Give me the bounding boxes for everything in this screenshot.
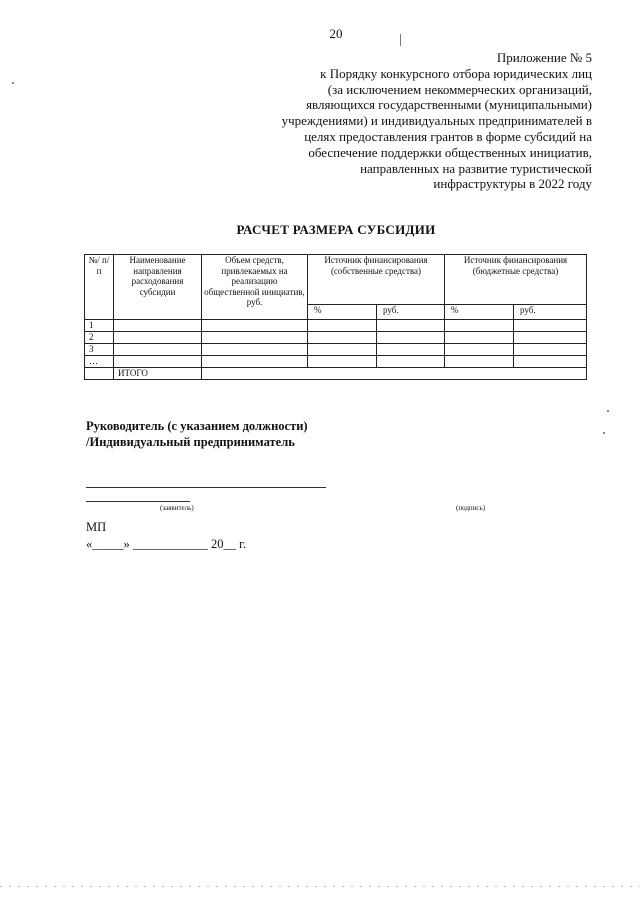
cell-volume [202, 320, 308, 332]
cell-budget-percent [445, 356, 514, 368]
cell-own-rub [377, 320, 445, 332]
caption-applicant: (заявитель) [160, 504, 194, 512]
row-number: 1 [85, 320, 114, 332]
cell-own-rub [377, 356, 445, 368]
appendix-line: к Порядку конкурсного отбора юридических лиц [320, 65, 592, 81]
cell-name [114, 356, 202, 368]
appendix-header [212, 50, 592, 192]
header-own-percent: % [308, 305, 377, 320]
header-volume: Объем средств, привлекаемых на реализацию общественной инициатив, руб. [202, 255, 308, 320]
appendix-line: учреждениями) и индивидуальных предпринимателей в [281, 113, 592, 129]
appendix-line: (за исключением некоммерческих организаций, [327, 81, 592, 97]
signature-line-short [86, 501, 190, 502]
cell-own-percent [308, 320, 377, 332]
appendix-line: являющихся государственными (муниципальными) [306, 97, 592, 113]
header-own-rub: руб. [377, 305, 445, 320]
scan-speck [607, 410, 609, 412]
header-budget-percent: % [445, 305, 514, 320]
total-label: ИТОГО [114, 368, 202, 380]
cell-budget-rub [514, 332, 587, 344]
appendix-line: направленных на развитие туристической [360, 160, 592, 176]
cell-name [114, 332, 202, 344]
appendix-line: целях предоставления грантов в форме субсидий на [304, 128, 592, 144]
cell-budget-percent [445, 320, 514, 332]
document-title: РАСЧЕТ РАЗМЕРА СУБСИДИИ [236, 222, 436, 237]
signer-entrepreneur: /Индивидуальный предприниматель [86, 435, 295, 449]
cell-budget-rub [514, 344, 587, 356]
appendix-line: инфраструктуры в 2022 году [433, 176, 592, 192]
row-number: 3 [85, 344, 114, 356]
table-row [85, 344, 587, 356]
cell-name [114, 320, 202, 332]
cell-budget-percent [445, 344, 514, 356]
caption-signature: (подпись) [456, 504, 486, 512]
table-row [85, 356, 587, 368]
signature-line-long [86, 487, 326, 488]
cell-volume [202, 344, 308, 356]
scan-speck [12, 82, 14, 84]
date-line: «_____» ____________ 20__ г. [86, 537, 246, 551]
stamp-label: МП [86, 520, 107, 534]
cell-own-percent [308, 332, 377, 344]
cell-own-percent [308, 344, 377, 356]
scan-speck [603, 432, 605, 434]
header-own-sources: Источник финансирования (собственные средства) [308, 255, 445, 305]
scan-artifact-line [0, 886, 640, 887]
cell-budget-rub [514, 320, 587, 332]
table-row [85, 320, 587, 332]
header-name: Наименование направления расходования субсидии [114, 255, 202, 320]
cell-empty [85, 368, 114, 380]
appendix-line: обеспечение поддержки общественных инициатив, [308, 144, 592, 160]
cell-budget-rub [514, 356, 587, 368]
total-row [85, 368, 587, 380]
cell-own-percent [308, 356, 377, 368]
row-number: … [85, 356, 114, 368]
row-number: 2 [85, 332, 114, 344]
cell-name [114, 344, 202, 356]
cell-own-rub [377, 332, 445, 344]
subsidy-calculation-table [84, 254, 587, 380]
cell-volume [202, 356, 308, 368]
header-number: №/ п/п [85, 255, 114, 320]
page-number: 20 [329, 26, 343, 41]
header-budget-sources: Источник финансирования (бюджетные средства) [445, 255, 587, 305]
appendix-line: Приложение № 5 [496, 50, 592, 65]
scan-mark [400, 34, 401, 46]
signer-position: Руководитель (с указанием должности) [86, 419, 308, 433]
table-row [85, 332, 587, 344]
signer-block [86, 418, 308, 450]
cell-volume [202, 332, 308, 344]
header-budget-rub: руб. [514, 305, 587, 320]
cell-budget-percent [445, 332, 514, 344]
total-value [202, 368, 587, 380]
cell-own-rub [377, 344, 445, 356]
